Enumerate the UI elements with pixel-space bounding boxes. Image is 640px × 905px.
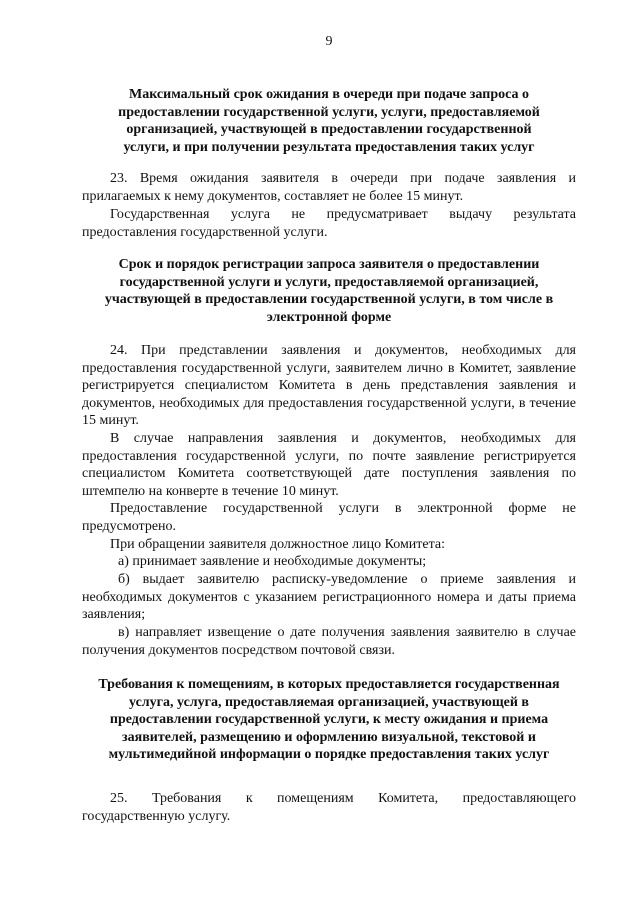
- section-heading-premises: Требования к помещениям, в которых предоставляется государственная услуга, услуга, предоставляемая организацией, участвующей в предоставлении государственной услуги, к месту ожидания и приема заявителей, размещению и оформлению визуальной, текстовой и мультимедийной информации о порядке предоставления таких услуг: [98, 677, 560, 762]
- list-item-b: б) выдает заявителю расписку-уведомление о приеме заявления и необходимых документов с указанием регистрационного номера и даты приема заявления;: [82, 572, 576, 622]
- section-heading-queue-time: Максимальный срок ожидания в очереди при подаче запроса о предоставлении государственной услуги, услуги, предоставляемой организацией, участвующей в предоставлении государственной услуги, и при получении результата предоставления таких услуг: [118, 87, 540, 155]
- list-item-c: в) направляет извещение о дате получения заявления заявителю в случае получения документов посредством почтовой связи.: [82, 625, 576, 658]
- section-heading-registration: Срок и порядок регистрации запроса заявителя о предоставлении государственной услуги и услуги, предоставляемой организацией, участвующей в предоставлении государственной услуги, в том числе в электронной форме: [104, 257, 554, 325]
- paragraph-25: 25. Требования к помещениям Комитета, предоставляющего государственную услугу.: [82, 791, 576, 824]
- paragraph-23-result: Государственная услуга не предусматривает выдачу результата предоставления государственной услуги.: [82, 207, 576, 240]
- list-item-a: а) принимает заявление и необходимые документы;: [118, 554, 427, 569]
- page-number: 9: [325, 34, 333, 49]
- paragraph-24-electronic: Предоставление государственной услуги в электронной форме не предусмотрено.: [82, 501, 576, 534]
- paragraph-24: 24. При представлении заявления и документов, необходимых для предоставления государственной услуги, заявителем лично в Комитет, заявление регистрируется специалистом Комитета в день представления заявления и документов, необходимых для предоставления государственной услуги, в течение 15 минут.: [82, 343, 576, 428]
- paragraph-24-official: При обращении заявителя должностное лицо Комитета:: [110, 537, 446, 552]
- paragraph-23: 23. Время ожидания заявителя в очереди при подаче заявления и прилагаемых к нему документов, составляет не более 15 минут.: [82, 171, 576, 204]
- paragraph-24-mail: В случае направления заявления и документов, необходимых для предоставления государственной услуги, по почте заявление регистрируется специалистом Комитета соответствующей дате поступления заявления по штемпелю на конверте в течение 10 минут.: [82, 431, 576, 499]
